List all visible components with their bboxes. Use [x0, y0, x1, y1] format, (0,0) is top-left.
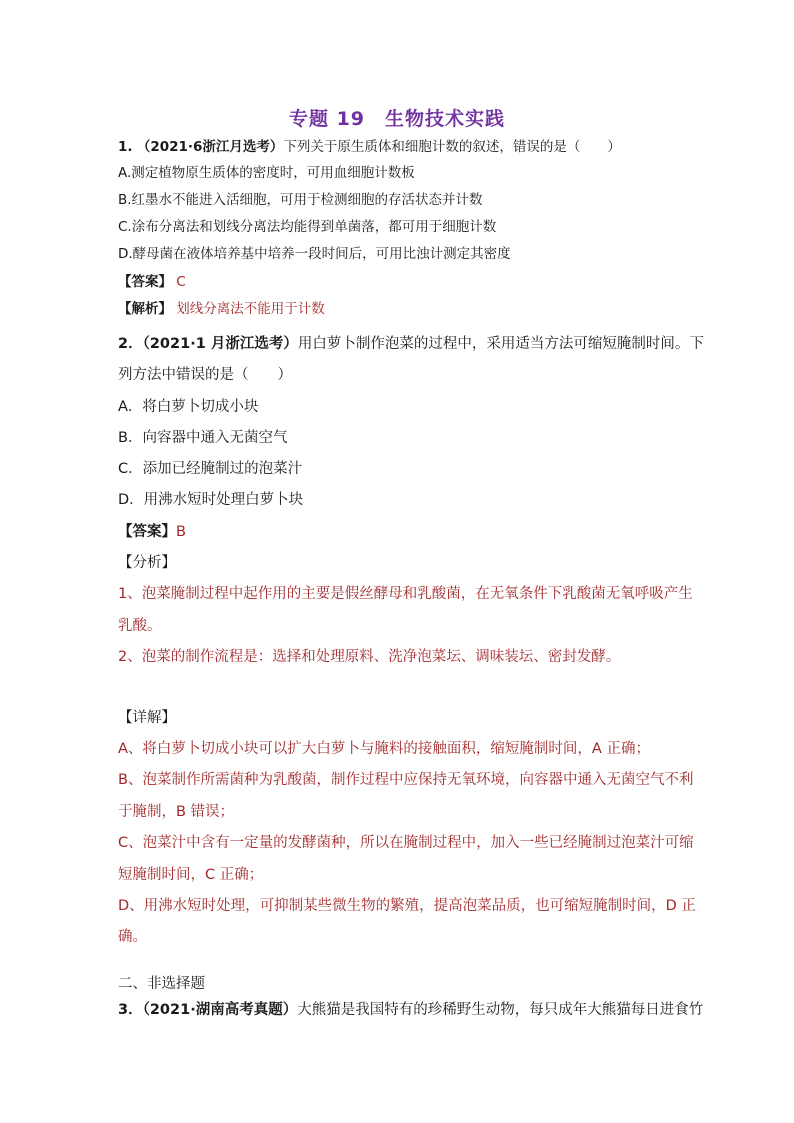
q1-answer-label: 【答案】 — [118, 274, 172, 290]
q2-stem-line2: 列方法中错误的是（ ） — [118, 367, 292, 383]
q2-number: 2． — [118, 336, 143, 352]
q3-stem — [118, 1001, 703, 1019]
q1-answer — [118, 273, 186, 291]
q2-source: （2021·1 月浙江选考） — [142, 336, 298, 352]
q2-stem-text-1: 用白萝卜制作泡菜的过程中，采用适当方法可缩短腌制时间。下 — [297, 336, 704, 352]
q2-option-b: B．向容器中通入无菌空气 — [118, 430, 288, 446]
q1-stem — [118, 138, 621, 156]
q1-option-c: C.涂布分离法和划线分离法均能得到单菌落，都可用于细胞计数 — [118, 219, 497, 235]
q2-xiangjie-line6: D、用沸水短时处理，可抑制某些微生物的繁殖，提高泡菜品质，也可缩短腌制时间，D 正 — [118, 898, 696, 914]
q2-stem-line1 — [118, 335, 704, 353]
q2-xiangjie-line5: 短腌制时间，C 正确； — [118, 867, 264, 883]
q2-answer-value: B — [176, 524, 186, 540]
page-title: 专题 19 生物技术实践 — [288, 108, 506, 130]
q1-analysis-label: 【解析】 — [118, 301, 172, 317]
q2-answer — [118, 523, 186, 541]
q1-option-b: B.红墨水不能进入活细胞，可用于检测细胞的存活状态并计数 — [118, 192, 483, 208]
q2-xiangjie-line2: B、泡菜制作所需菌种为乳酸菌，制作过程中应保持无氧环境，向容器中通入无菌空气不利 — [118, 772, 694, 788]
q1-option-d: D.酵母菌在液体培养基中培养一段时间后，可用比浊计测定其密度 — [118, 246, 511, 262]
q1-number: 1. — [118, 139, 133, 155]
q2-option-a: A．将白萝卜切成小块 — [118, 399, 259, 415]
q2-option-c: C．添加已经腌制过的泡菜汁 — [118, 461, 303, 477]
q2-xiangjie-label: 【详解】 — [118, 710, 176, 726]
section-heading: 二、非选择题 — [118, 976, 205, 992]
q1-analysis — [118, 300, 325, 318]
q3-source: （2021·湖南高考真题） — [142, 1002, 298, 1018]
q2-fenxi-line3: 2、泡菜的制作流程是：选择和处理原料、洗净泡菜坛、调味装坛、密封发酵。 — [118, 649, 621, 665]
q2-answer-label: 【答案】 — [118, 524, 176, 540]
q2-xiangjie-line1: A、将白萝卜切成小块可以扩大白萝卜与腌料的接触面积，缩短腌制时间，A 正确； — [118, 741, 650, 757]
q2-fenxi-label: 【分析】 — [118, 555, 176, 571]
q1-answer-value: C — [176, 274, 186, 290]
q2-fenxi-line2: 乳酸。 — [118, 618, 162, 634]
q3-number: 3． — [118, 1002, 143, 1018]
q1-option-a: A.测定植物原生质体的密度时，可用血细胞计数板 — [118, 165, 415, 181]
q2-option-d: D．用沸水短时处理白萝卜块 — [118, 492, 304, 508]
q3-stem-text: 大熊猫是我国特有的珍稀野生动物，每只成年大熊猫每日进食竹 — [297, 1002, 704, 1018]
q1-source: （2021·6浙江月选考） — [136, 139, 284, 155]
q1-analysis-text: 划线分离法不能用于计数 — [176, 301, 325, 317]
q2-xiangjie-line3: 于腌制，B 错误； — [118, 804, 235, 820]
q2-fenxi-line1: 1、泡菜腌制过程中起作用的主要是假丝酵母和乳酸菌，在无氧条件下乳酸菌无氧呼吸产生 — [118, 586, 693, 602]
q1-stem-text: 下列关于原生质体和细胞计数的叙述，错误的是（ ） — [283, 139, 621, 155]
q2-xiangjie-line7: 确。 — [118, 929, 147, 945]
q2-xiangjie-line4: C、泡菜汁中含有一定量的发酵菌种，所以在腌制过程中，加入一些已经腌制过泡菜汁可缩 — [118, 835, 694, 851]
